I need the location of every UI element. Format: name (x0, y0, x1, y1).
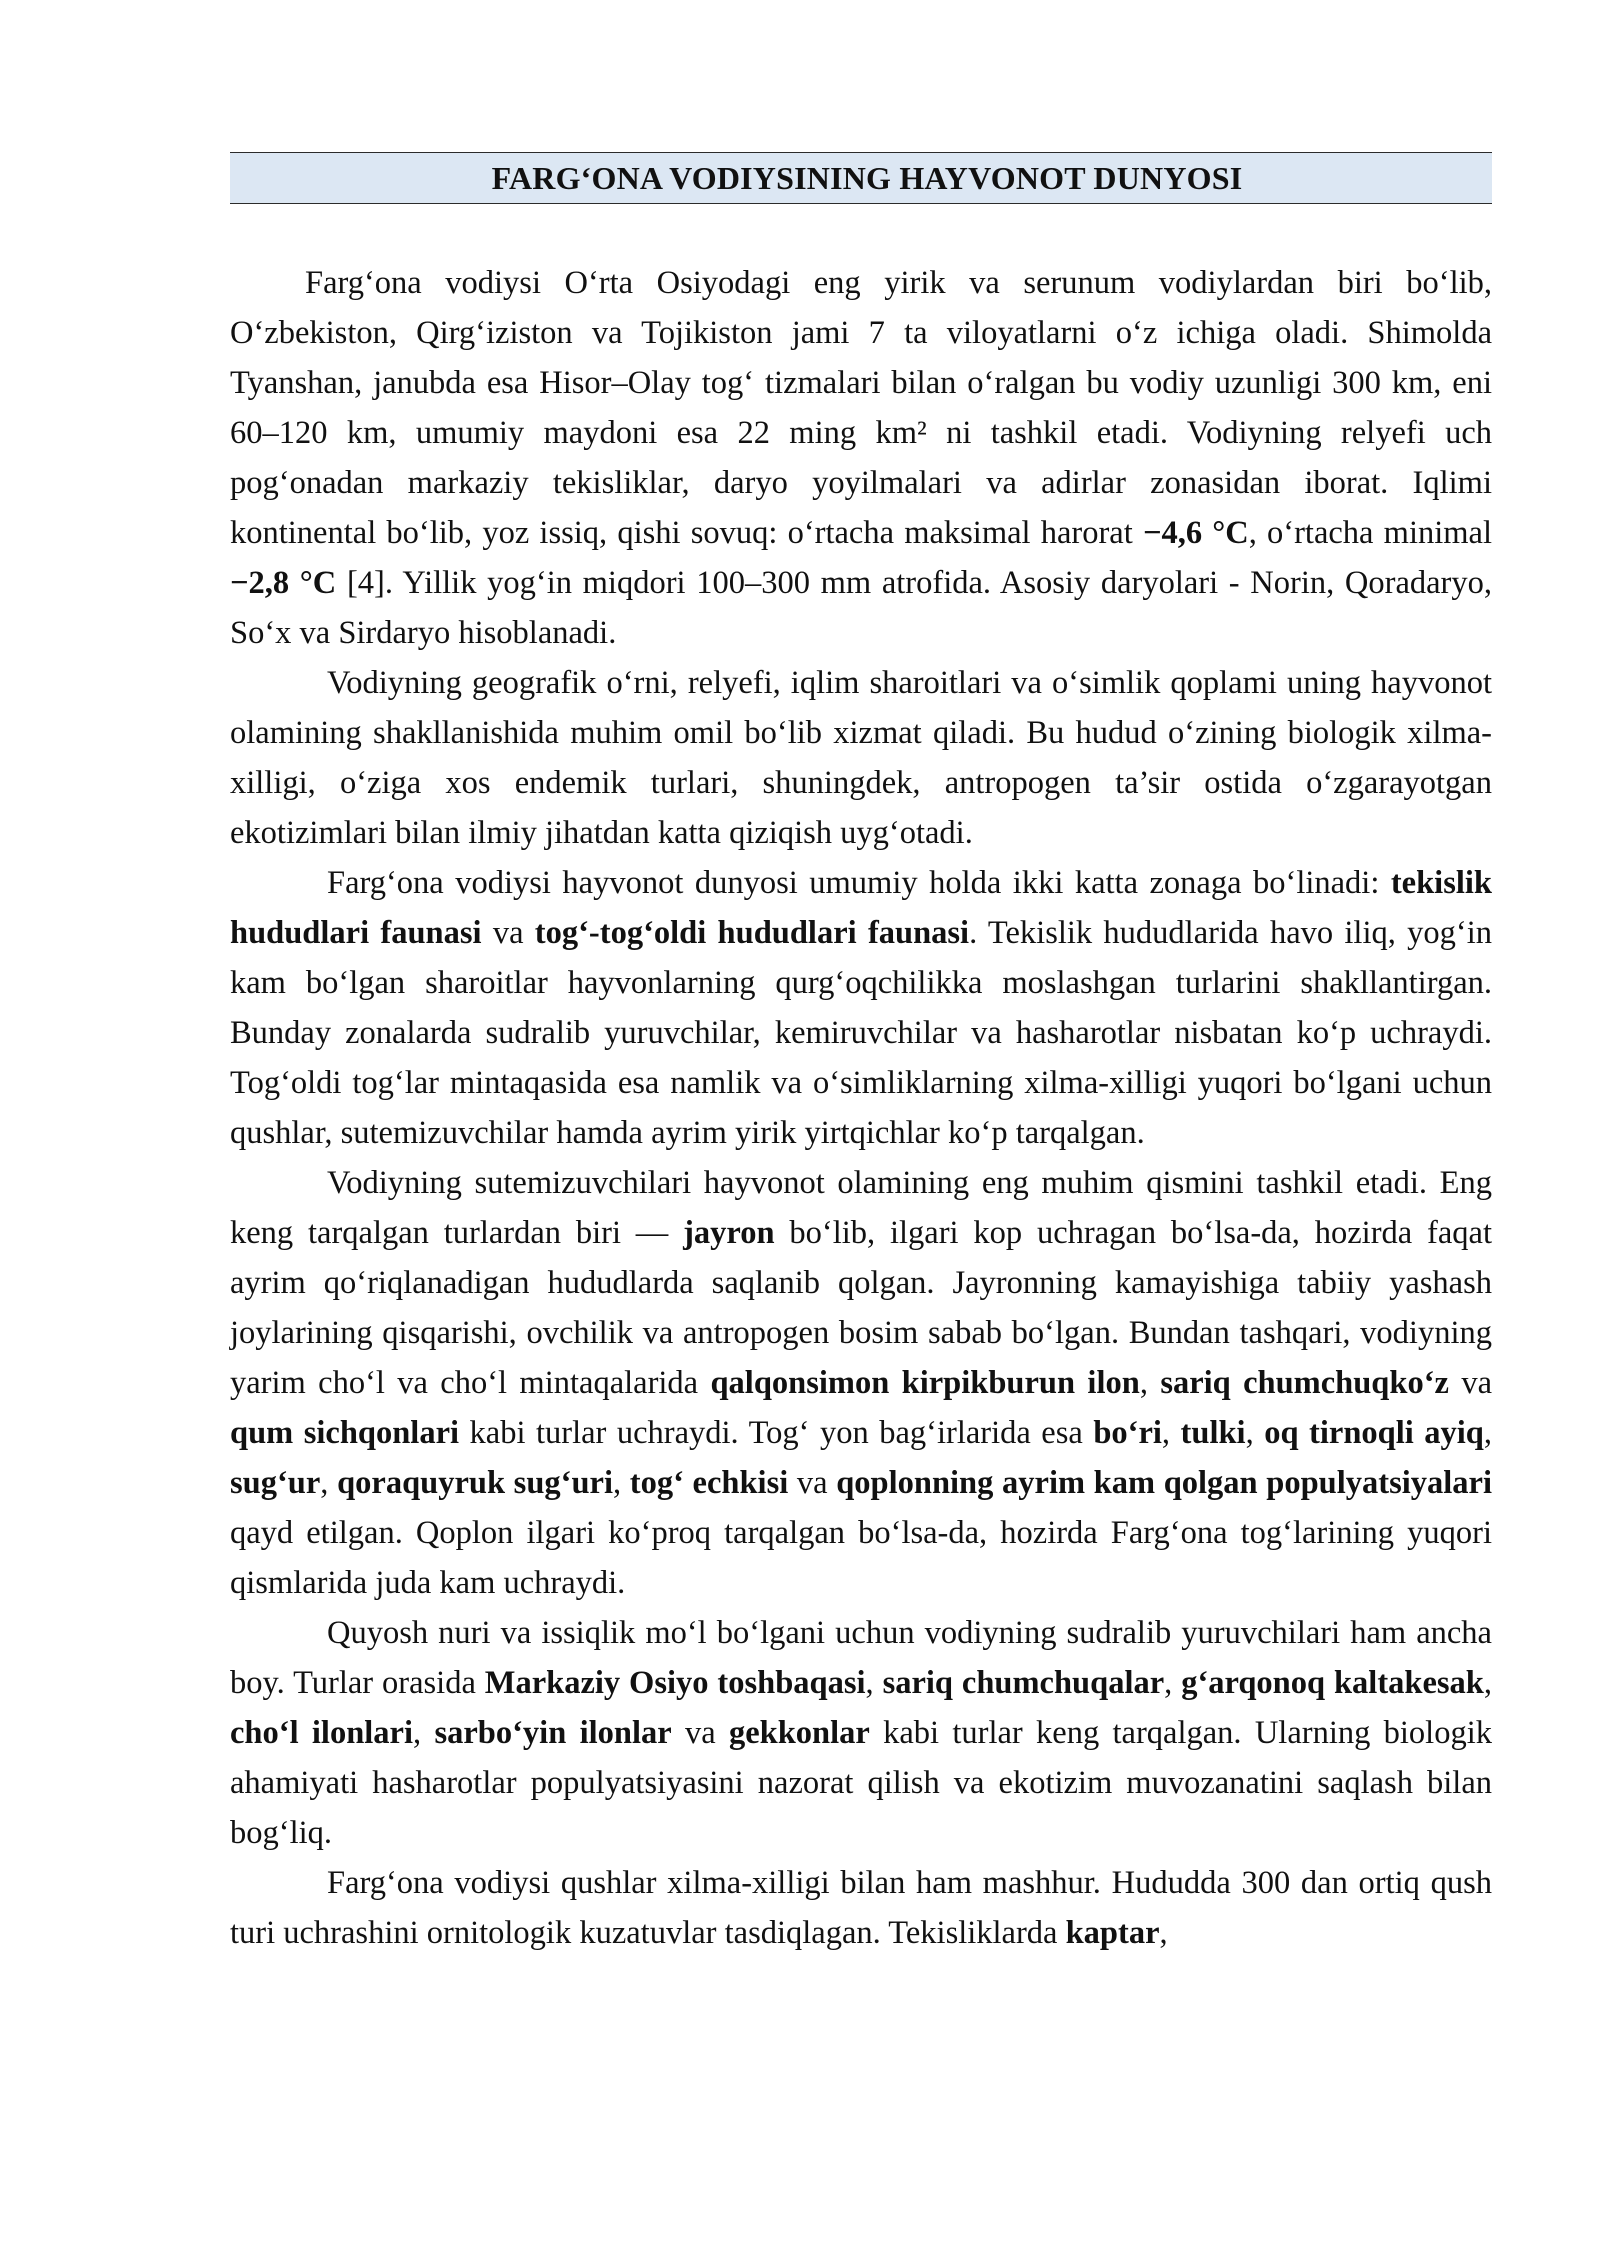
bold-term: oq tirnoqli ayiq (1264, 1415, 1484, 1451)
text-run: , (413, 1715, 435, 1751)
text-run: va (481, 915, 535, 951)
bold-term: tog‘-tog‘oldi hududlari faunasi (534, 915, 970, 951)
text-run: va (788, 1465, 837, 1501)
paragraph-6 (230, 1858, 1492, 1958)
text-run: Vodiyning sutemizuvchilari hayvonot olamining eng muhim qismini tashkil etadi. Eng keng tarqalgan turlardan biri — (230, 1165, 1492, 1251)
bold-term: −4,6 °C (1142, 515, 1249, 551)
text-run: kabi turlar uchraydi. Tog‘ yon bag‘irlarida esa (459, 1415, 1094, 1451)
bold-term: qoraquyruk sug‘uri (337, 1465, 613, 1501)
bold-term: qum sichqonlari (230, 1415, 460, 1451)
bold-term: sarbo‘yin ilonlar (434, 1715, 672, 1751)
bold-term: tulki (1180, 1415, 1246, 1451)
text-run: , (1245, 1415, 1265, 1451)
paragraph-3 (230, 858, 1492, 1158)
bold-term: sug‘ur (230, 1465, 321, 1501)
paragraph-1 (230, 258, 1492, 658)
bold-term: qalqonsimon kirpikburun ilon (710, 1365, 1140, 1401)
bold-term: cho‘l ilonlari (230, 1715, 414, 1751)
bold-term: g‘arqonoq kaltakesak (1181, 1665, 1484, 1701)
text-run: , (1159, 1915, 1168, 1951)
text-run: . Tekislik hududlarida havo iliq, yog‘in kam bo‘lgan sharoitlar hayvonlarning qurg‘oqchilikka moslashgan turlarini shakllantirgan. Bunday zonalarda sudralib yuruvchilar, kemiruvchilar va hasharotlar nisbatan ko‘p uchraydi. Tog‘oldi tog‘lar mintaqasida esa namlik va o‘simliklarning xilma-xilligi yuqori bo‘lgani uchun qushlar, sutemizuvchilar hamda ayrim yirik yirtqichlar ko‘p tarqalgan. (230, 915, 1492, 1151)
text-run: , (1139, 1365, 1161, 1401)
title-band (230, 152, 1492, 204)
text-run: , (1483, 1415, 1493, 1451)
bold-term: sariq chumchuqko‘z (1160, 1365, 1449, 1401)
text-run: Vodiyning geografik o‘rni, relyefi, iqlim sharoitlari va o‘simlik qoplami uning hayvonot olamining shakllanishida muhim omil bo‘lib xizmat qiladi. Bu hudud o‘zining biologik xilma-xilligi, o‘ziga xos endemik turlari, shuningdek, antropogen ta’sir ostida o‘zgarayotgan ekotizimlari bilan ilmiy jihatdan katta qiziqish uyg‘otadi. (230, 665, 1492, 851)
text-run: Farg‘ona vodiysi qushlar xilma-xilligi bilan ham mashhur. Hududda 300 dan ortiq qush turi uchrashini ornitologik kuzatuvlar tasdiqlagan. Tekisliklarda (230, 1865, 1492, 1951)
bold-term: tog‘ echkisi (629, 1465, 789, 1501)
text-run: , (865, 1665, 883, 1701)
text-run: Quyosh nuri va issiqlik mo‘l bo‘lgani uchun vodiyning sudralib yuruvchilari ham ancha boy. Turlar orasida (230, 1615, 1492, 1701)
text-run: , (320, 1465, 338, 1501)
bold-term: −2,8 °C (230, 565, 337, 601)
text-run: bo‘lib, ilgari kop uchragan bo‘lsa-da, hozirda faqat ayrim qo‘riqlanadigan hududlarda saqlanib qolgan. Jayronning kamayishiga tabiiy yashash joylarining qisqarishi, ovchilik va antropogen bosim sabab bo‘lgan. Bundan tashqari, vodiyning yarim cho‘l va cho‘l mintaqalarida (230, 1215, 1492, 1401)
document-title: FARG‘ONA VODIYSINING HAYVONOT DUNYOSI (491, 159, 1243, 196)
bold-term: bo‘ri (1093, 1415, 1162, 1451)
paragraph-2 (230, 658, 1492, 858)
text-run: kabi turlar keng tarqalgan. Ularning biologik ahamiyati hasharotlar populyatsiyasini nazorat qilish va ekotizim muvozanatini saqlash bilan bog‘liq. (230, 1715, 1492, 1851)
bold-term: kaptar (1065, 1915, 1160, 1951)
text-run: va (1448, 1365, 1492, 1401)
text-run: Farg‘ona vodiysi hayvonot dunyosi umumiy holda ikki katta zonaga bo‘linadi: (327, 865, 1391, 901)
bold-term: tekislik hududlari faunasi (230, 865, 1492, 951)
paragraph-5 (230, 1608, 1492, 1858)
text-run: [4]. Yillik yog‘in miqdori 100–300 mm atrofida. Asosiy daryolari - Norin, Qoradaryo, So‘x va Sirdaryo hisoblanadi. (230, 565, 1492, 651)
text-run: qayd etilgan. Qoplon ilgari ko‘proq tarqalgan bo‘lsa-da, hozirda Farg‘ona tog‘larining yuqori qismlarida juda kam uchraydi. (230, 1515, 1492, 1601)
text-run: , (1161, 1415, 1181, 1451)
text-run: , o‘rtacha minimal (1248, 515, 1492, 551)
text-run: Farg‘ona vodiysi O‘rta Osiyodagi eng yirik va serunum vodiylardan biri bo‘lib, O‘zbekiston, Qirg‘iziston va Tojikiston jami 7 ta viloyatlarni o‘z ichiga oladi. Shimolda Tyanshan, janubda esa Hisor–Olay tog‘ tizmalari bilan o‘ralgan bu vodiy uzunligi 300 km, eni 60–120 km, umumiy maydoni esa 22 ming km² ni tashkil etadi. Vodiyning relyefi uch pog‘onadan markaziy tekisliklar, daryo yoyilmalari va adirlar zonasidan iborat. Iqlimi kontinental bo‘lib, yoz issiq, qishi sovuq: o‘rtacha maksimal harorat (230, 265, 1492, 551)
bold-term: sariq chumchuqalar (882, 1665, 1165, 1701)
document-body (230, 258, 1492, 1958)
bold-term: Markaziy Osiyo toshbaqasi (484, 1665, 866, 1701)
text-run: va (671, 1715, 729, 1751)
text-run: , (1483, 1665, 1492, 1701)
text-run: , (1164, 1665, 1182, 1701)
text-run: , (613, 1465, 630, 1501)
bold-term: gekkonlar (728, 1715, 870, 1751)
paragraph-4 (230, 1158, 1492, 1608)
bold-term: qoplonning ayrim kam qolgan populyatsiyalari (836, 1465, 1493, 1501)
bold-term: jayron (683, 1215, 775, 1251)
